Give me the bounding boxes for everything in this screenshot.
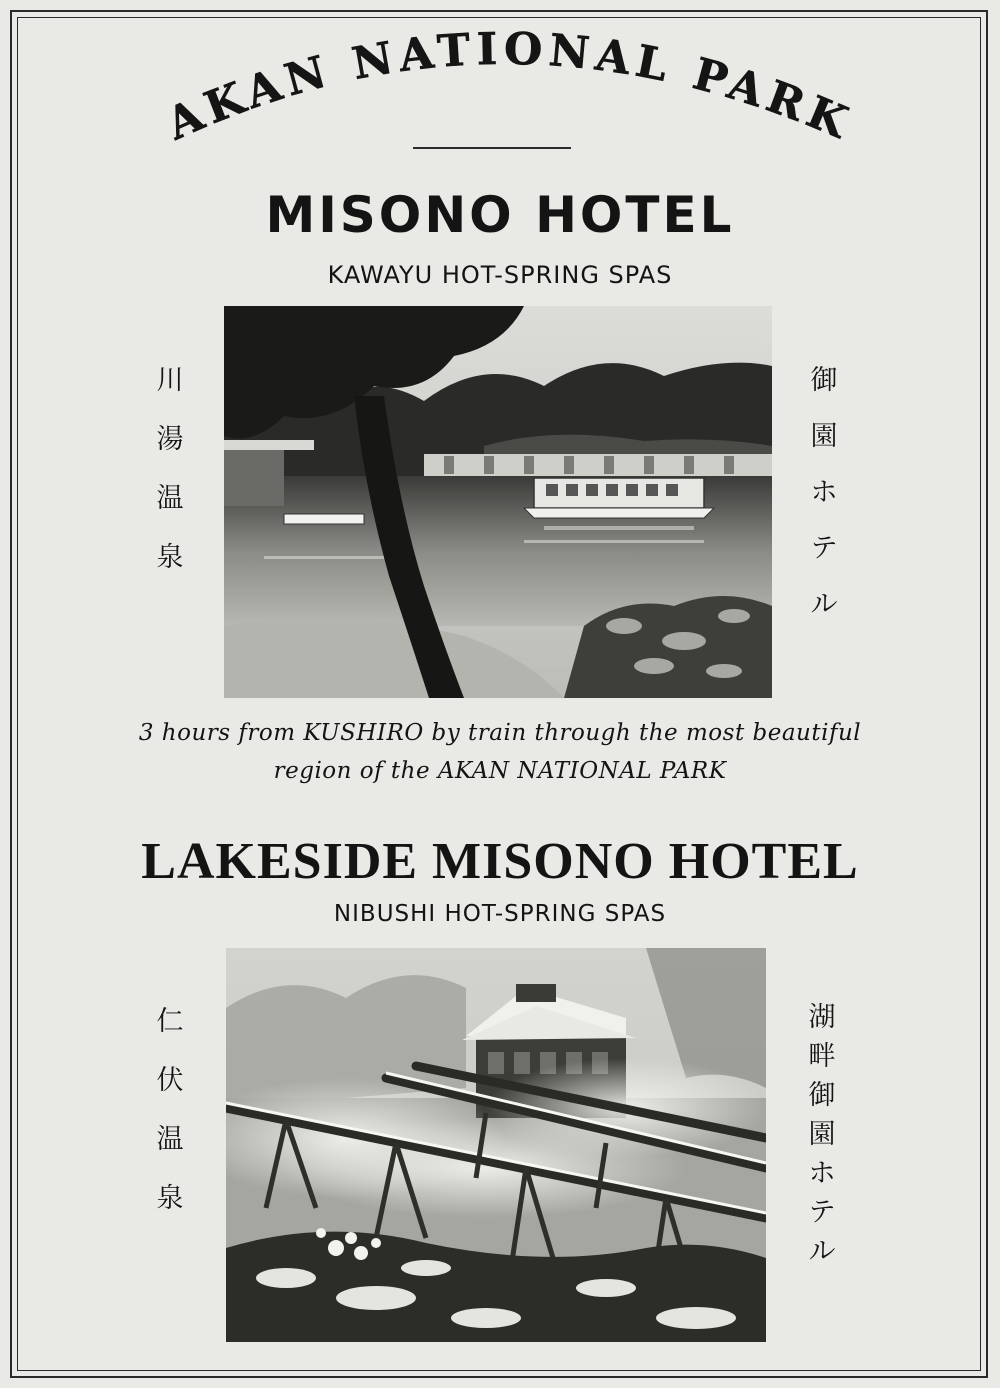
hotel1-subtitle: KAWAYU HOT-SPRING SPAS bbox=[327, 261, 673, 289]
hotel2-subtitle: NIBUSHI HOT-SPRING SPAS bbox=[333, 901, 667, 927]
jp-char: 湯 bbox=[156, 424, 184, 455]
park-title-text: AKAN NATIONAL PARK bbox=[159, 23, 860, 151]
jp-char: 御 bbox=[808, 1080, 836, 1111]
hotel1-name: MISONO HOTEL bbox=[265, 186, 735, 244]
kawayu-lake-photo bbox=[224, 306, 772, 698]
jp-char: ル bbox=[808, 1236, 836, 1267]
svg-text:AKAN NATIONAL PARK bbox=[158, 24, 859, 151]
hotel1-jp-right bbox=[804, 367, 844, 647]
hotel1-jp-left bbox=[150, 367, 190, 603]
jp-char: 仁 bbox=[156, 1006, 184, 1037]
jp-char: テ bbox=[808, 1197, 836, 1228]
jp-char: 泉 bbox=[156, 542, 184, 573]
jp-char: 温 bbox=[156, 483, 184, 514]
jp-char: ホ bbox=[810, 477, 838, 508]
title-divider bbox=[413, 147, 571, 149]
jp-char: 泉 bbox=[156, 1183, 184, 1214]
jp-char: 園 bbox=[810, 421, 838, 452]
jp-char: 湖 bbox=[808, 1002, 836, 1033]
caption-line-1: 3 hours from KUSHIRO by train through the most beautiful bbox=[138, 720, 862, 746]
jp-char: 御 bbox=[810, 365, 838, 396]
nibushi-hotel-photo bbox=[226, 948, 766, 1342]
hotel2-jp-right bbox=[802, 1004, 842, 1277]
jp-char: 川 bbox=[156, 365, 184, 396]
hotel2-name: LAKESIDE MISONO HOTEL bbox=[141, 833, 859, 890]
jp-char: 伏 bbox=[156, 1065, 184, 1096]
jp-char: 畔 bbox=[808, 1041, 836, 1072]
caption-line-2: region of the AKAN NATIONAL PARK bbox=[273, 758, 727, 784]
hotel2-jp-left bbox=[150, 1008, 190, 1244]
jp-char: ホ bbox=[808, 1158, 836, 1189]
jp-char: 園 bbox=[808, 1119, 836, 1150]
jp-char: テ bbox=[810, 533, 838, 564]
park-title bbox=[0, 20, 1000, 160]
jp-char: ル bbox=[810, 589, 838, 620]
jp-char: 温 bbox=[156, 1124, 184, 1155]
